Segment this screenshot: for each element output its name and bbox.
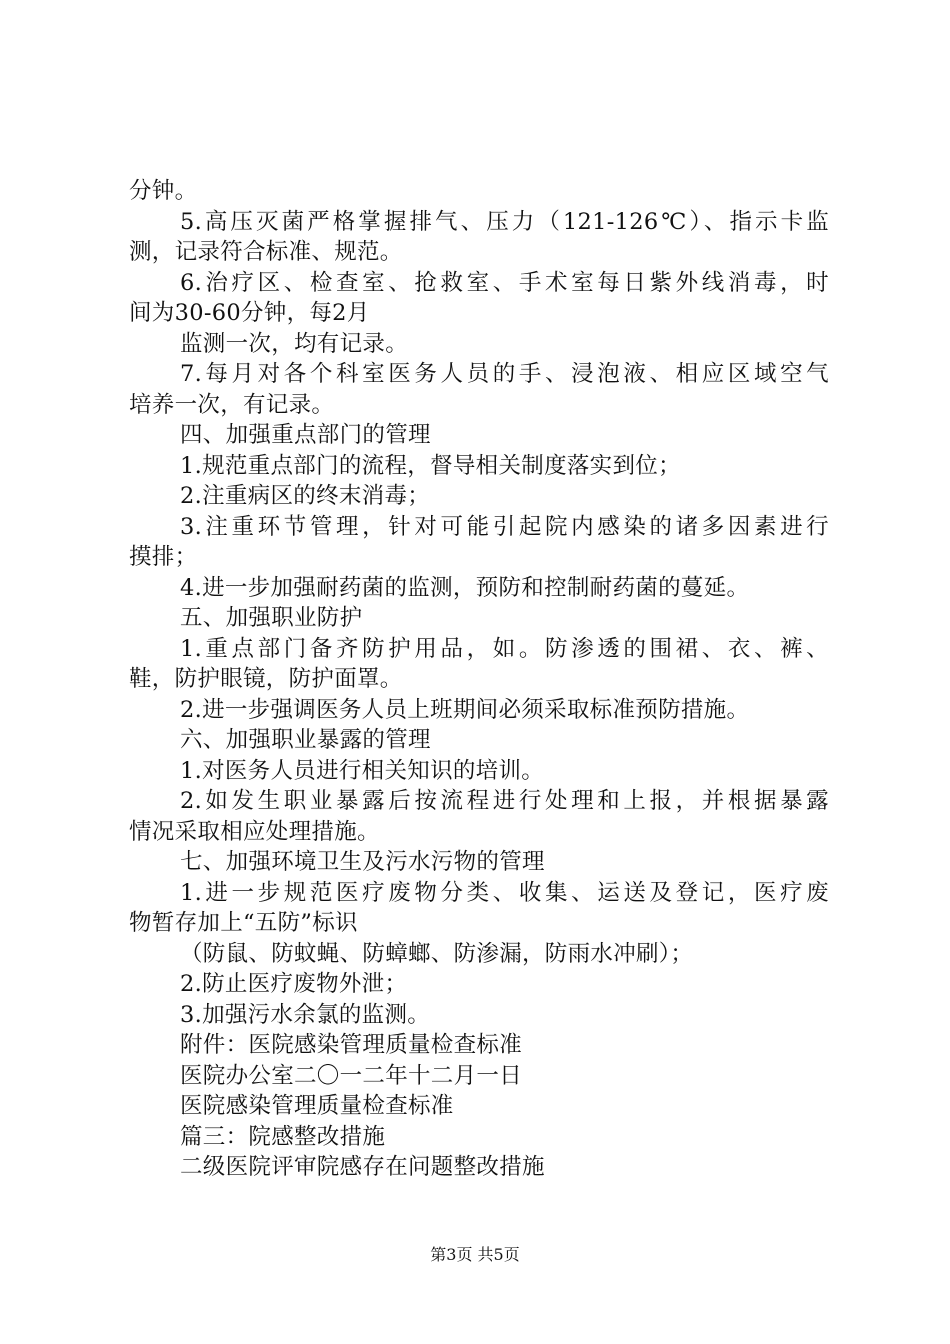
text-line: 1.重点部门备齐防护用品，如。防渗透的围裙、衣、裤、 xyxy=(180,635,829,662)
section-heading: 四、加强重点部门的管理 xyxy=(180,422,431,448)
text-line: 医院感染管理质量检查标准 xyxy=(180,1093,454,1119)
text-line: 培养一次，有记录。 xyxy=(129,391,335,418)
text-line: 3.注重环节管理，针对可能引起院内感染的诸多因素进行 xyxy=(180,513,829,540)
text-line: 摸排； xyxy=(129,544,198,570)
text-line: 间为30-60分钟，每2月 xyxy=(129,300,370,326)
text-line: 1.进一步规范医疗废物分类、收集、运送及登记，医疗废 xyxy=(180,879,829,906)
chapter-heading: 篇三：院感整改措施 xyxy=(180,1123,386,1150)
text-line: 2.防止医疗废物外泄； xyxy=(180,971,408,997)
text-line: 测，记录符合标准、规范。 xyxy=(129,239,403,265)
text-line: 鞋，防护眼镜，防护面罩。 xyxy=(129,666,403,692)
text-line: 4.进一步加强耐药菌的监测，预防和控制耐药菌的蔓延。 xyxy=(180,574,750,601)
text-line: 物暂存加上“五防”标识 xyxy=(129,910,358,936)
text-line: 情况采取相应处理措施。 xyxy=(129,818,380,845)
text-line: 7.每月对各个科室医务人员的手、浸泡液、相应区域空气 xyxy=(180,361,829,387)
section-heading: 五、加强职业防护 xyxy=(180,605,363,631)
signature-date-line: 医院办公室二〇一二年十二月一日 xyxy=(180,1062,523,1089)
text-line: 2.注重病区的终末消毒； xyxy=(180,483,431,509)
text-line: 5.高压灭菌严格掌握排气、压力（121-126℃）、指示卡监 xyxy=(180,208,829,235)
text-line: 6.治疗区、检查室、抢救室、手术室每日紫外线消毒，时 xyxy=(180,269,829,296)
text-line: 二级医院评审院感存在问题整改措施 xyxy=(180,1154,545,1180)
text-line: 3.加强污水余氯的监测。 xyxy=(180,1001,431,1028)
text-line: 2.进一步强调医务人员上班期间必须采取标准预防措施。 xyxy=(180,696,750,723)
section-heading: 六、加强职业暴露的管理 xyxy=(180,727,431,753)
text-line: 监测一次，均有记录。 xyxy=(180,330,409,357)
document-body xyxy=(129,176,829,1183)
text-line: 2.如发生职业暴露后按流程进行处理和上报，并根据暴露 xyxy=(180,788,829,814)
attachment-line: 附件：医院感染管理质量检查标准 xyxy=(180,1032,523,1058)
text-line: 1.规范重点部门的流程，督导相关制度落实到位； xyxy=(180,452,681,479)
text-line: （防鼠、防蚊蝇、防蟑螂、防渗漏，防雨水冲刷）； xyxy=(180,940,694,967)
text-line: 1.对医务人员进行相关知识的培训。 xyxy=(180,757,545,784)
section-heading: 七、加强环境卫生及污水污物的管理 xyxy=(180,849,545,875)
text-line: 分钟。 xyxy=(129,178,198,204)
page-number-footer: 第3页 共5页 xyxy=(430,1245,520,1264)
